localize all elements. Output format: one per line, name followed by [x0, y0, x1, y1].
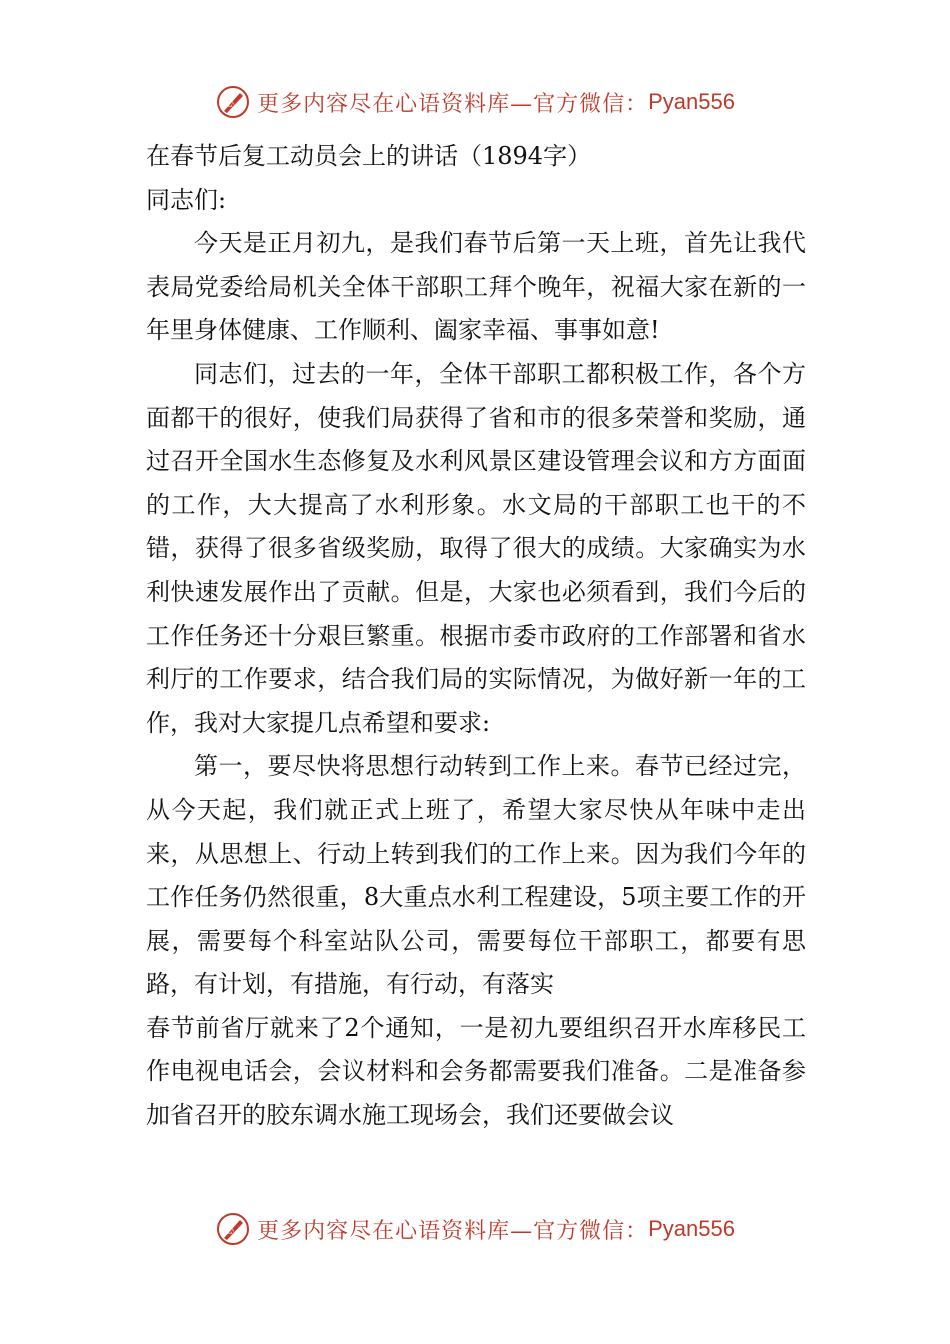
watermark-wechat-id: Pyan556	[648, 1216, 735, 1241]
document-body	[146, 135, 806, 1138]
watermark-text: 更多内容尽在心语资料库—官方微信：	[257, 91, 649, 117]
svg-text:心: 心	[225, 1226, 235, 1236]
watermark-banner-bottom	[0, 1209, 950, 1249]
paragraph: 第一，要尽快将思想行动转到工作上来。春节已经过完，从今天起，我们就正式上班了，希望大家尽快从年味中走出来，从思想上、行动上转到我们的工作上来。因为我们今年的工作任务仍然很重，8大重点水利工程建设，5项主要工作的开展，需要每个科室站队公司，需要每位干部职工，都要有思路，有计划，有措施，有行动，有落实	[146, 752, 806, 999]
paragraph: 同志们，过去的一年，全体干部职工都积极工作，各个方面都干的很好，使我们局获得了省和市的很多荣誉和奖励，通过召开全国水生态修复及水利风景区建设管理会议和方方面面的工作，大大提高了水利形象。水文局的干部职工也干的不错，获得了很多省级奖励，取得了很大的成绩。大家确实为水利快速发展作出了贡献。但是，大家也必须看到，我们今后的工作任务还十分艰巨繁重。根据市委市政府的工作部署和省水利厅的工作要求，结合我们局的实际情况，为做好新一年的工作，我对大家提几点希望和要求:	[146, 359, 806, 737]
pen-logo-icon	[215, 84, 251, 120]
paragraph: 今天是正月初九，是我们春节后第一天上班，首先让我代表局党委给局机关全体干部职工拜个晚年，祝福大家在新的一年里身体健康、工作顺利、阖家幸福、事事如意!	[146, 229, 806, 345]
svg-text:心: 心	[225, 99, 235, 109]
watermark-text: 更多内容尽在心语资料库—官方微信：	[257, 1218, 649, 1244]
paragraph-continuation: 春节前省厅就来了2个通知，一是初九要组织召开水库移民工作电视电话会，会议材料和会务都需要我们准备。二是准备参加省召开的胶东调水施工现场会，我们还要做会议	[146, 1013, 806, 1130]
salutation: 同志们:	[146, 185, 227, 214]
watermark-wechat-id: Pyan556	[648, 89, 735, 114]
watermark-banner-top	[0, 82, 950, 122]
document-title: 在春节后复工动员会上的讲话（1894字）	[146, 142, 592, 170]
pen-logo-icon	[215, 1211, 251, 1247]
